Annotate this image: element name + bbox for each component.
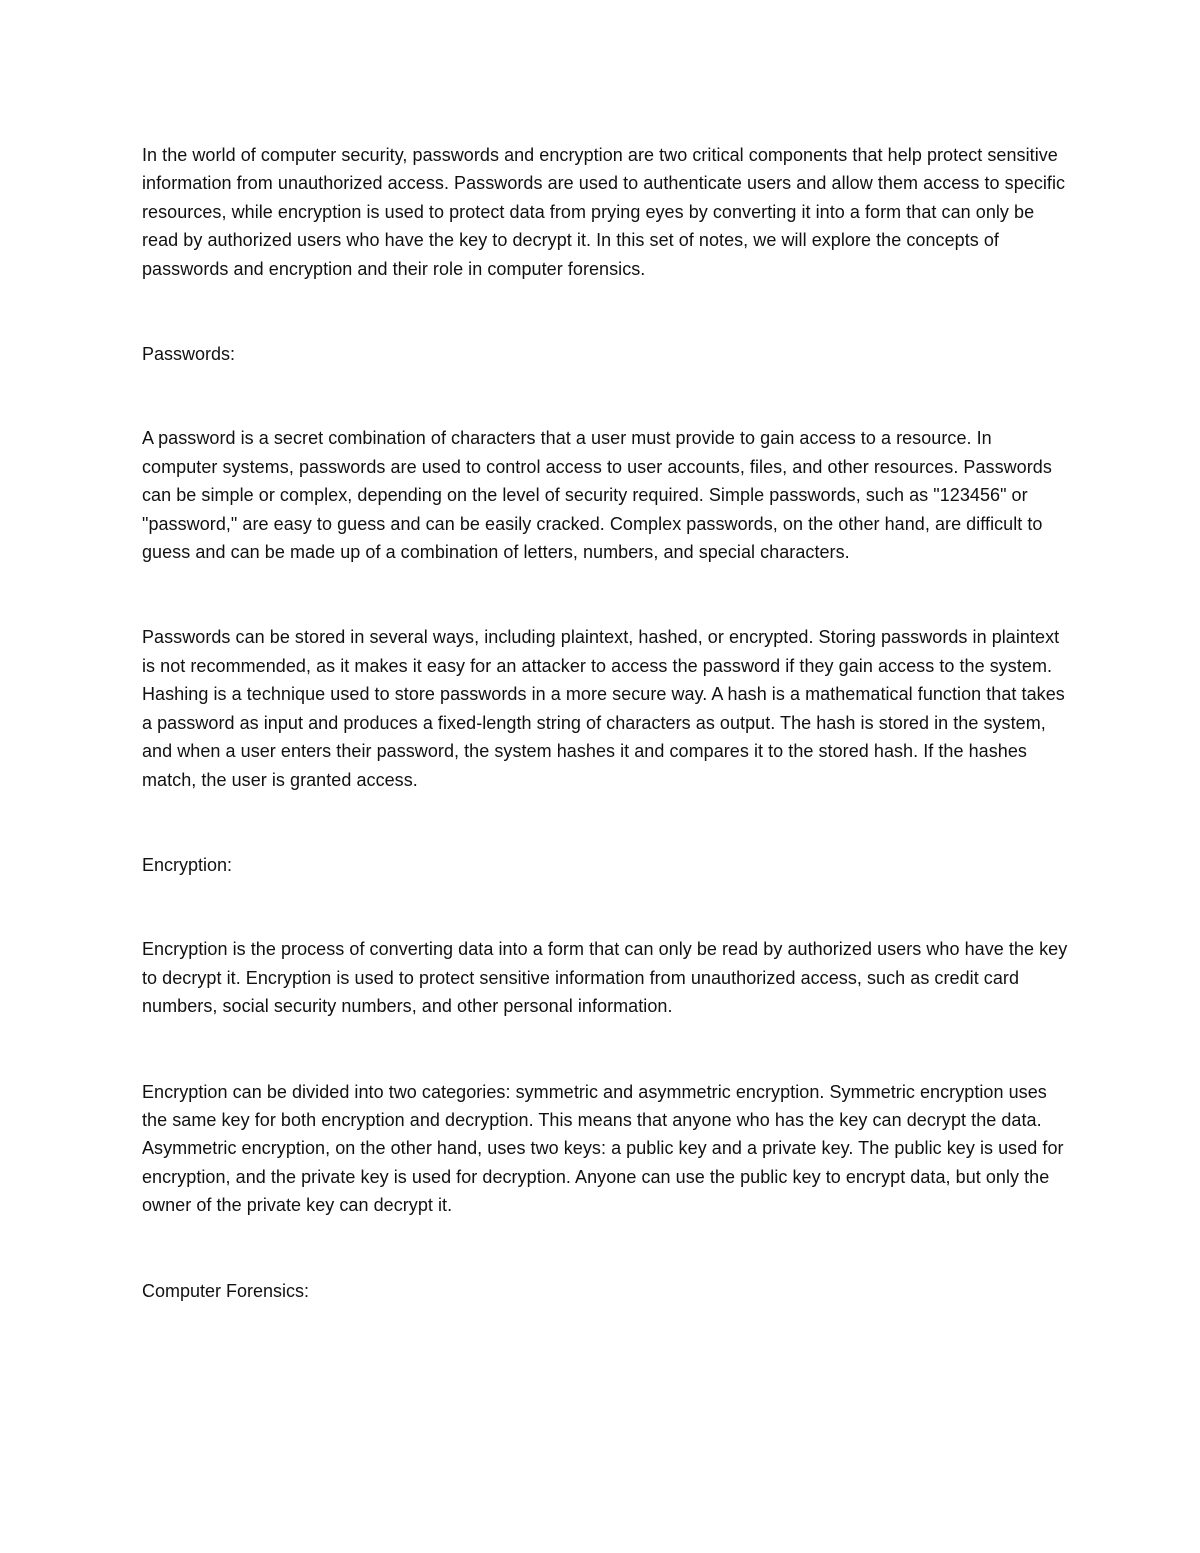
encryption-heading: Encryption: xyxy=(142,854,233,875)
passwords-paragraph-1: A password is a secret combination of characters that a user must provide to gain access to a resource. In computer systems, passwords are used to control access to user accounts, files, and other resources. Passwords can be simple or complex, depending on the level of security required. Simple passwords, such as "123456" or "password," are easy to guess and can be easily cracked. Complex passwords, on the other hand, are difficult to guess and can be made up of a combination of letters, numbers, and special characters. xyxy=(142,428,1052,563)
intro-paragraph: In the world of computer security, passwords and encryption are two critical components that help protect sensitive information from unauthorized access. Passwords are used to authenticate users and allow them access to specific resources, while encryption is used to protect data from prying eyes by converting it into a form that can only be read by authorized users who have the key to decrypt it. In this set of notes, we will explore the concepts of passwords and encryption and their role in computer forensics. xyxy=(142,145,1066,279)
document-body xyxy=(142,141,1072,1305)
passwords-heading: Passwords: xyxy=(142,344,236,365)
paragraph-spacer xyxy=(142,368,1072,424)
encryption-paragraph-1: Encryption is the process of converting data into a form that can only be read by authorized users who have the key to decrypt it. Encryption is used to protect sensitive information from unauthorized access, such as credit card numbers, social security numbers, and other personal information. xyxy=(142,939,1068,1017)
passwords-paragraph-2: Passwords can be stored in several ways, including plaintext, hashed, or encrypted. Storing passwords in plaintext is not recommended, as it makes it easy for an attacker to access the password if they gain access to the system. Hashing is a technique used to store passwords in a more secure way. A hash is a mathematical function that takes a password as input and produces a fixed-length string of characters as output. The hash is stored in the system, and when a user enters their password, the system hashes it and compares it to the stored hash. If the hashes match, the user is granted access. xyxy=(142,627,1065,790)
paragraph-spacer xyxy=(142,566,1072,623)
encryption-paragraph-2: Encryption can be divided into two categories: symmetric and asymmetric encryption. Symmetric encryption uses the same key for both encryption and decryption. This means that anyone who has the key can decrypt the data. Asymmetric encryption, on the other hand, uses two keys: a public key and a private key. The public key is used for encryption, and the private key is used for decryption. Anyone can use the public key to encrypt data, but only the owner of the private key can decrypt it. xyxy=(142,1081,1064,1216)
computer-forensics-heading: Computer Forensics: xyxy=(142,1280,310,1301)
paragraph-spacer xyxy=(142,794,1072,851)
paragraph-spacer xyxy=(142,1220,1072,1277)
paragraph-spacer xyxy=(142,879,1072,935)
paragraph-spacer xyxy=(142,1021,1072,1078)
paragraph-spacer xyxy=(142,283,1072,340)
